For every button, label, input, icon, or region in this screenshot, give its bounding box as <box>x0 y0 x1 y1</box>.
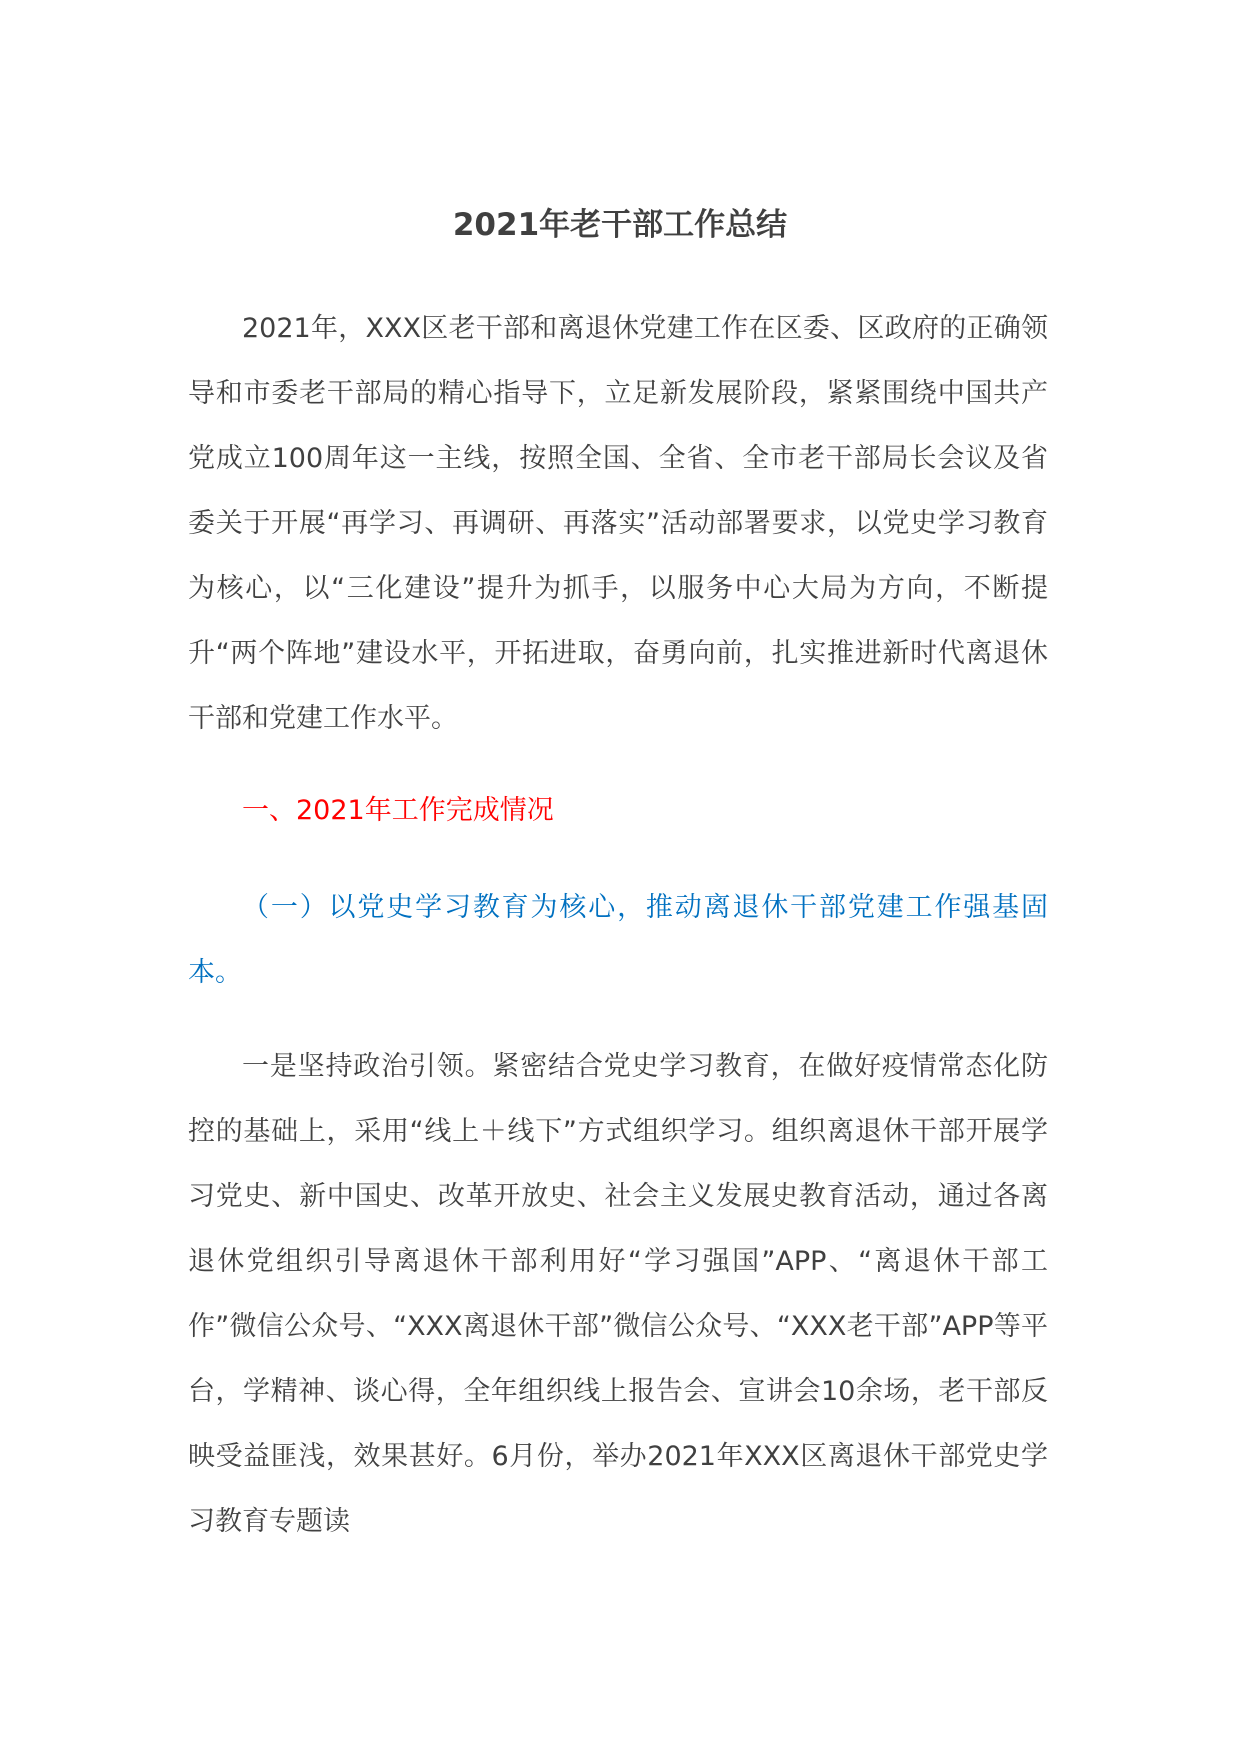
intro-paragraph: 2021年，XXX区老干部和离退休党建工作在区委、区政府的正确领导和市委老干部局的精心指导下，立足新发展阶段，紧紧围绕中国共产党成立100周年这一主线，按照全国、全省、全市老干部局长会议及省委关于开展“再学习、再调研、再落实”活动部署要求，以党史学习教育为核心，以“三化建设”提升为抓手，以服务中心大局为方向，不断提升“两个阵地”建设水平，开拓进取，奋勇向前，扎实推进新时代离退休干部和党建工作水平。 <box>188 313 1048 734</box>
body-paragraph: 一是坚持政治引领。紧密结合党史学习教育，在做好疫情常态化防控的基础上，采用“线上＋线下”方式组织学习。组织离退休干部开展学习党史、新中国史、改革开放史、社会主义发展史教育活动，通过各离退休党组织引导离退休干部利用好“学习强国”APP、“离退休干部工作”微信公众号、“XXX离退休干部”微信公众号、“XXX老干部”APP等平台，学精神、谈心得，全年组织线上报告会、宣讲会10余场，老干部反映受益匪浅，效果甚好。6月份，举办2021年XXX区离退休干部党史学习教育专题读 <box>188 1051 1048 1537</box>
document-title: 2021年老干部工作总结 <box>452 207 788 243</box>
subsection-heading: （一）以党史学习教育为核心，推动离退休干部党建工作强基固本。 <box>188 892 1048 988</box>
section-heading: 一、2021年工作完成情况 <box>242 795 554 826</box>
